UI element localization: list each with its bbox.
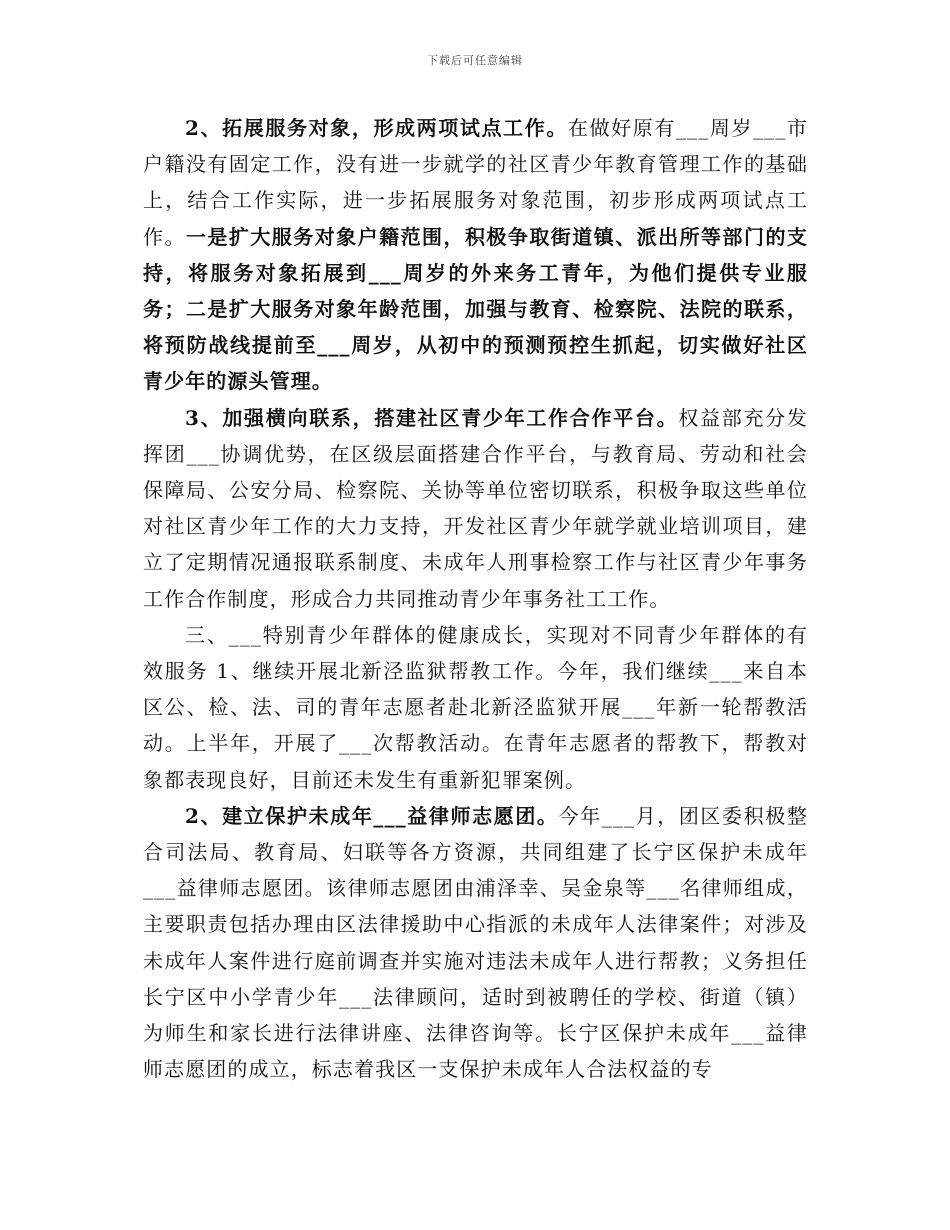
paragraph-lawyer-volunteer	[143, 798, 808, 1088]
paragraph-cooperation-platform	[143, 400, 808, 617]
paragraph-text: 三、___特别青少年群体的健康成长，实现对不同青少年群体的有效服务 1、继续开展北新泾监狱帮教工作。今年，我们继续___来自本区公、检、法、司的青年志愿者赴北新泾监狱开展___年新一轮帮教活动。上半年，开展了___次帮教活动。在青年志愿者的帮教下，帮教对象都表现良好，目前还未发生有重新犯罪案例。	[143, 622, 808, 792]
paragraph-title: 2、建立保护未成年___益律师志愿团。	[185, 803, 559, 828]
paragraph-text: 今年___月，团区委积极整合司法局、教育局、妇联等各方资源，共同组建了长宁区保护未成年___益律师志愿团。该律师志愿团由浦泽幸、吴金泉等___名律师组成，主要职责包括办理由区法律援助中心指派的未成年人法律案件；对涉及未成年人案件进行庭前调查并实施对违法未成年人进行帮教；义务担任长宁区中小学青少年___法律顾问，适时到被聘任的学校、街道（镇）为师生和家长进行法律讲座、法律咨询等。长宁区保护未成年___益律师志愿团的成立，标志着我区一支保护未成年人合法权益的专	[143, 803, 808, 1082]
paragraph-title: 3、加强横向联系，搭建社区青少年工作合作平台。	[185, 405, 679, 430]
page-header: 下载后可任意编辑	[427, 54, 523, 67]
paragraph-expand-service	[143, 110, 808, 400]
paragraph-special-youth	[143, 617, 808, 798]
paragraph-text: 权益部充分发挥团___协调优势，在区级层面搭建合作平台，与教育局、劳动和社会保障局、公安分局、检察院、关协等单位密切联系，积极争取这些单位对社区青少年工作的大力支持，开发社区青少年就学就业培训项目，建立了定期情况通报联系制度、未成年人刑事检察工作与社区青少年事务工作合作制度，形成合力共同推动青少年事务社工工作。	[143, 405, 808, 611]
paragraph-title: 2、拓展服务对象，形成两项试点工作。	[185, 116, 568, 140]
paragraph-text: 在做好原有___周岁___市户籍没有固定工作，没有进一步就学的社区青少年教育管理工作的基础上，结合工作实际，进一步拓展服务对象范围，初步形成两项试点工作。	[143, 116, 808, 249]
document-body	[143, 110, 808, 1087]
paragraph-emphasis: 一是扩大服务对象户籍范围，积极争取街道镇、派出所等部门的支持，将服务对象拓展到___周岁的外来务工青年，为他们提供专业服务；二是扩大服务对象年龄范围，加强与教育、检察院、法院的联系，将预防战线提前至___周岁，从初中的预测预控生抓起，切实做好社区青少年的源头管理。	[143, 224, 809, 394]
